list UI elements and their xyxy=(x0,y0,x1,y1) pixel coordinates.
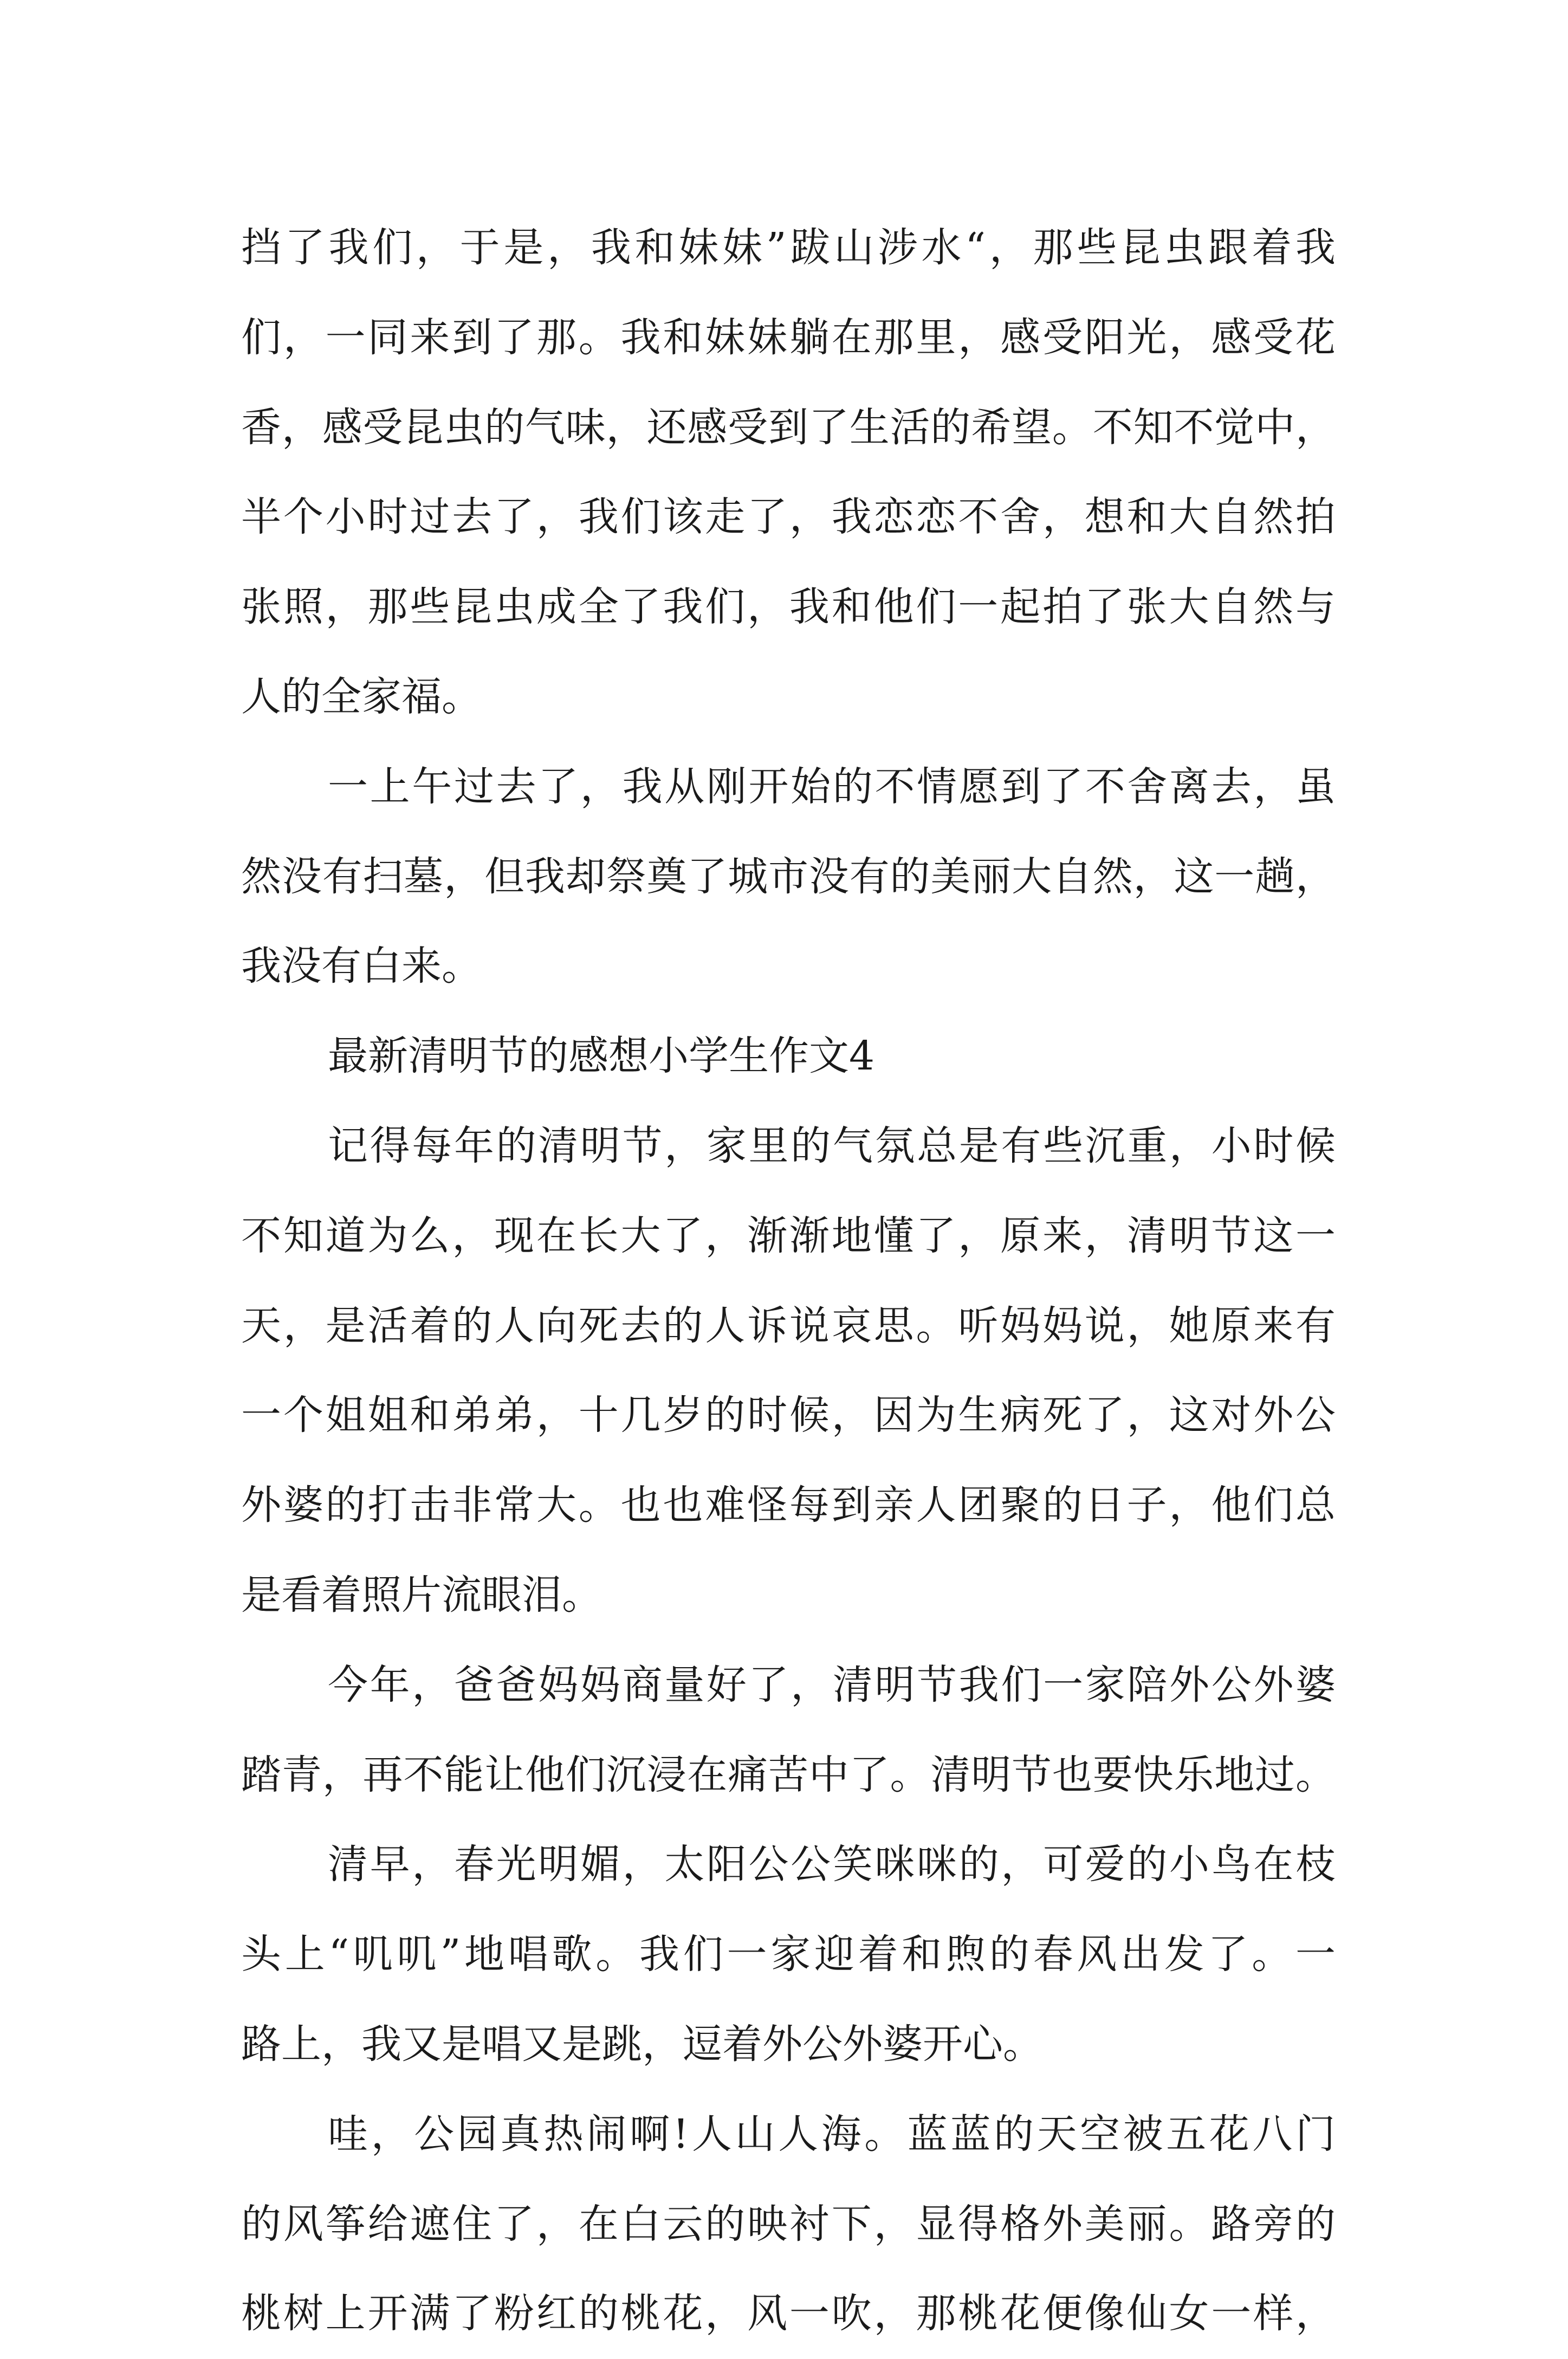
text-line: 张照，那些昆虫成全了我们，我和他们一起拍了张大自然与 xyxy=(241,584,1336,631)
text-line: 不知道为么，现在长大了，渐渐地懂了，原来，清明节这一 xyxy=(241,1212,1336,1259)
section-heading: 最新清明节的感想小学生作文4 xyxy=(328,1033,875,1080)
text-line: 香，感受昆虫的气味，还感受到了生活的希望。不知不觉中， xyxy=(241,404,1336,451)
text-line: 们，一同来到了那。我和妹妹躺在那里，感受阳光，感受花 xyxy=(241,314,1336,361)
text-line: 挡了我们，于是，我和妹妹”跋山涉水“，那些昆虫跟着我 xyxy=(241,224,1336,271)
text-line: 外婆的打击非常大。也也难怪每到亲人团聚的日子，他们总 xyxy=(241,1482,1336,1529)
paragraph-first-line: 一上午过去了，我从刚开始的不情愿到了不舍离去，虽 xyxy=(328,763,1336,810)
text-line: 半个小时过去了，我们该走了，我恋恋不舍，想和大自然拍 xyxy=(241,494,1336,541)
text-line: 人的全家福。 xyxy=(241,673,482,720)
text-line: 踏青，再不能让他们沉浸在痛苦中了。清明节也要快乐地过。 xyxy=(241,1751,1336,1798)
text-line: 的风筝给遮住了，在白云的映衬下，显得格外美丽。路旁的 xyxy=(241,2200,1336,2247)
text-line: 头上“叽叽”地唱歌。我们一家迎着和煦的春风出发了。一 xyxy=(241,1931,1336,1978)
paragraph-first-line: 哇，公园真热闹啊!人山人海。蓝蓝的天空被五花八门 xyxy=(328,2110,1336,2157)
text-line: 天，是活着的人向死去的人诉说哀思。听妈妈说，她原来有 xyxy=(241,1302,1336,1349)
paragraph-first-line: 清早，春光明媚，太阳公公笑咪咪的，可爱的小鸟在枝 xyxy=(328,1841,1336,1888)
article-body xyxy=(241,203,1336,2359)
paragraph-first-line: 今年，爸爸妈妈商量好了，清明节我们一家陪外公外婆 xyxy=(328,1661,1336,1708)
paragraph-first-line: 记得每年的清明节，家里的气氛总是有些沉重，小时候 xyxy=(328,1122,1336,1169)
text-line: 桃树上开满了粉红的桃花，风一吹，那桃花便像仙女一样， xyxy=(241,2290,1336,2337)
text-line: 我没有白来。 xyxy=(241,943,482,990)
text-line: 一个姐姐和弟弟，十几岁的时候，因为生病死了，这对外公 xyxy=(241,1392,1336,1439)
text-line: 然没有扫墓，但我却祭奠了城市没有的美丽大自然，这一趟， xyxy=(241,853,1336,900)
text-line: 是看着照片流眼泪。 xyxy=(241,1571,602,1618)
text-line: 路上，我又是唱又是跳，逗着外公外婆开心。 xyxy=(241,2020,1043,2068)
